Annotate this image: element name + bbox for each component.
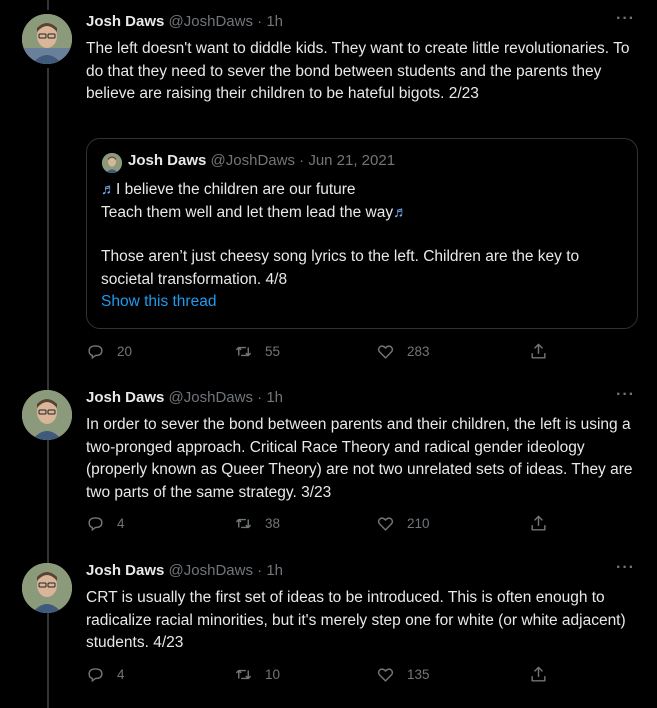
quote-line-3: Those aren’t just cheesy song lyrics to the left. Children are the key to societal transformation. 4/8 — [101, 248, 580, 288]
like-button[interactable] — [376, 342, 430, 361]
thread-line-top — [47, 0, 49, 10]
quote-avatar — [102, 153, 122, 173]
quote-display-name: Josh Daws — [128, 152, 207, 169]
handle[interactable]: @JoshDaws — [168, 13, 253, 30]
share-icon — [529, 514, 548, 533]
reply-count: 4 — [117, 516, 125, 531]
heart-icon — [376, 665, 395, 684]
quote-line-1: I believe the children are our future — [116, 181, 356, 198]
quote-date: Jun 21, 2021 — [308, 152, 396, 169]
quote-text — [101, 179, 626, 291]
display-name[interactable]: Josh Daws — [86, 562, 165, 579]
more-icon[interactable]: ··· — [616, 559, 635, 576]
share-button[interactable] — [529, 665, 560, 684]
timestamp[interactable]: 1h — [266, 13, 283, 30]
reply-icon — [86, 665, 105, 684]
reply-icon — [86, 514, 105, 533]
handle[interactable]: @JoshDaws — [168, 562, 253, 579]
reply-button[interactable] — [86, 665, 125, 684]
musical-notes-emoji: ♬ — [393, 203, 409, 221]
share-icon — [529, 665, 548, 684]
handle[interactable]: @JoshDaws — [168, 389, 253, 406]
like-button[interactable] — [376, 514, 430, 533]
quote-line-2: Teach them well and let them lead the way — [101, 203, 394, 221]
heart-icon — [376, 514, 395, 533]
share-button[interactable] — [529, 514, 560, 533]
share-button[interactable] — [529, 342, 560, 361]
quote-separator-dot: · — [299, 152, 305, 169]
timestamp[interactable]: 1h — [266, 389, 283, 406]
tweet[interactable] — [0, 559, 657, 703]
display-name[interactable]: Josh Daws — [86, 13, 165, 30]
retweet-icon — [234, 665, 253, 684]
display-name[interactable]: Josh Daws — [86, 389, 165, 406]
tweet-header — [86, 561, 283, 581]
separator-dot: · — [257, 389, 263, 406]
tweet[interactable] — [0, 10, 657, 364]
musical-notes-emoji: ♬ — [101, 181, 116, 198]
retweet-count: 55 — [265, 344, 281, 359]
like-button[interactable] — [376, 665, 430, 684]
avatar-image — [22, 390, 72, 440]
reply-count: 20 — [117, 344, 133, 359]
retweet-button[interactable] — [234, 514, 280, 533]
reply-button[interactable] — [86, 342, 132, 361]
retweet-button[interactable] — [234, 665, 280, 684]
more-icon[interactable]: ··· — [616, 10, 635, 27]
reply-button[interactable] — [86, 514, 125, 533]
quote-handle: @JoshDaws — [210, 152, 295, 169]
tweet-header — [86, 388, 283, 408]
reply-icon — [86, 342, 105, 361]
tweet-text: CRT is usually the first set of ideas to be introduced. This is often enough to radicalize racial minorities, but it's merely step one for white (or white adjacent) students. 4/23 — [86, 589, 626, 651]
like-count: 135 — [407, 667, 430, 682]
retweet-icon — [234, 342, 253, 361]
heart-icon — [376, 342, 395, 361]
tweet-header — [86, 12, 283, 32]
share-icon — [529, 342, 548, 361]
separator-dot: · — [257, 13, 263, 30]
more-icon[interactable]: ··· — [616, 386, 635, 403]
reply-count: 4 — [117, 667, 125, 682]
like-count: 210 — [407, 516, 430, 531]
avatar[interactable] — [22, 14, 72, 64]
quote-tweet[interactable] — [86, 138, 638, 329]
retweet-count: 38 — [265, 516, 281, 531]
tweet-text: In order to sever the bond between parents and their children, the left is using a two-pronged approach. Critical Race Theory and radical gender ideology (properly known as Queer Theory) are not two unrelated sets of ideas. They are two parts of the same strategy. 3/23 — [86, 416, 633, 501]
avatar-image — [22, 563, 72, 613]
tweet-actions — [86, 665, 556, 687]
avatar-image — [22, 14, 72, 64]
timestamp[interactable]: 1h — [266, 562, 283, 579]
avatar[interactable] — [22, 390, 72, 440]
tweet-actions — [86, 514, 556, 536]
retweet-button[interactable] — [234, 342, 280, 361]
tweet-text: The left doesn't want to diddle kids. They want to create little revolutionaries. To do that they need to sever the bond between students and the parents they believe are raising their children to be hateful bigots. 2/23 — [86, 40, 630, 102]
like-count: 283 — [407, 344, 430, 359]
retweet-icon — [234, 514, 253, 533]
show-thread-link[interactable]: Show this thread — [101, 293, 217, 310]
quote-header — [128, 152, 395, 169]
retweet-count: 10 — [265, 667, 281, 682]
tweet-actions — [86, 342, 556, 364]
avatar[interactable] — [22, 563, 72, 613]
separator-dot: · — [257, 562, 263, 579]
tweet[interactable] — [0, 386, 657, 540]
